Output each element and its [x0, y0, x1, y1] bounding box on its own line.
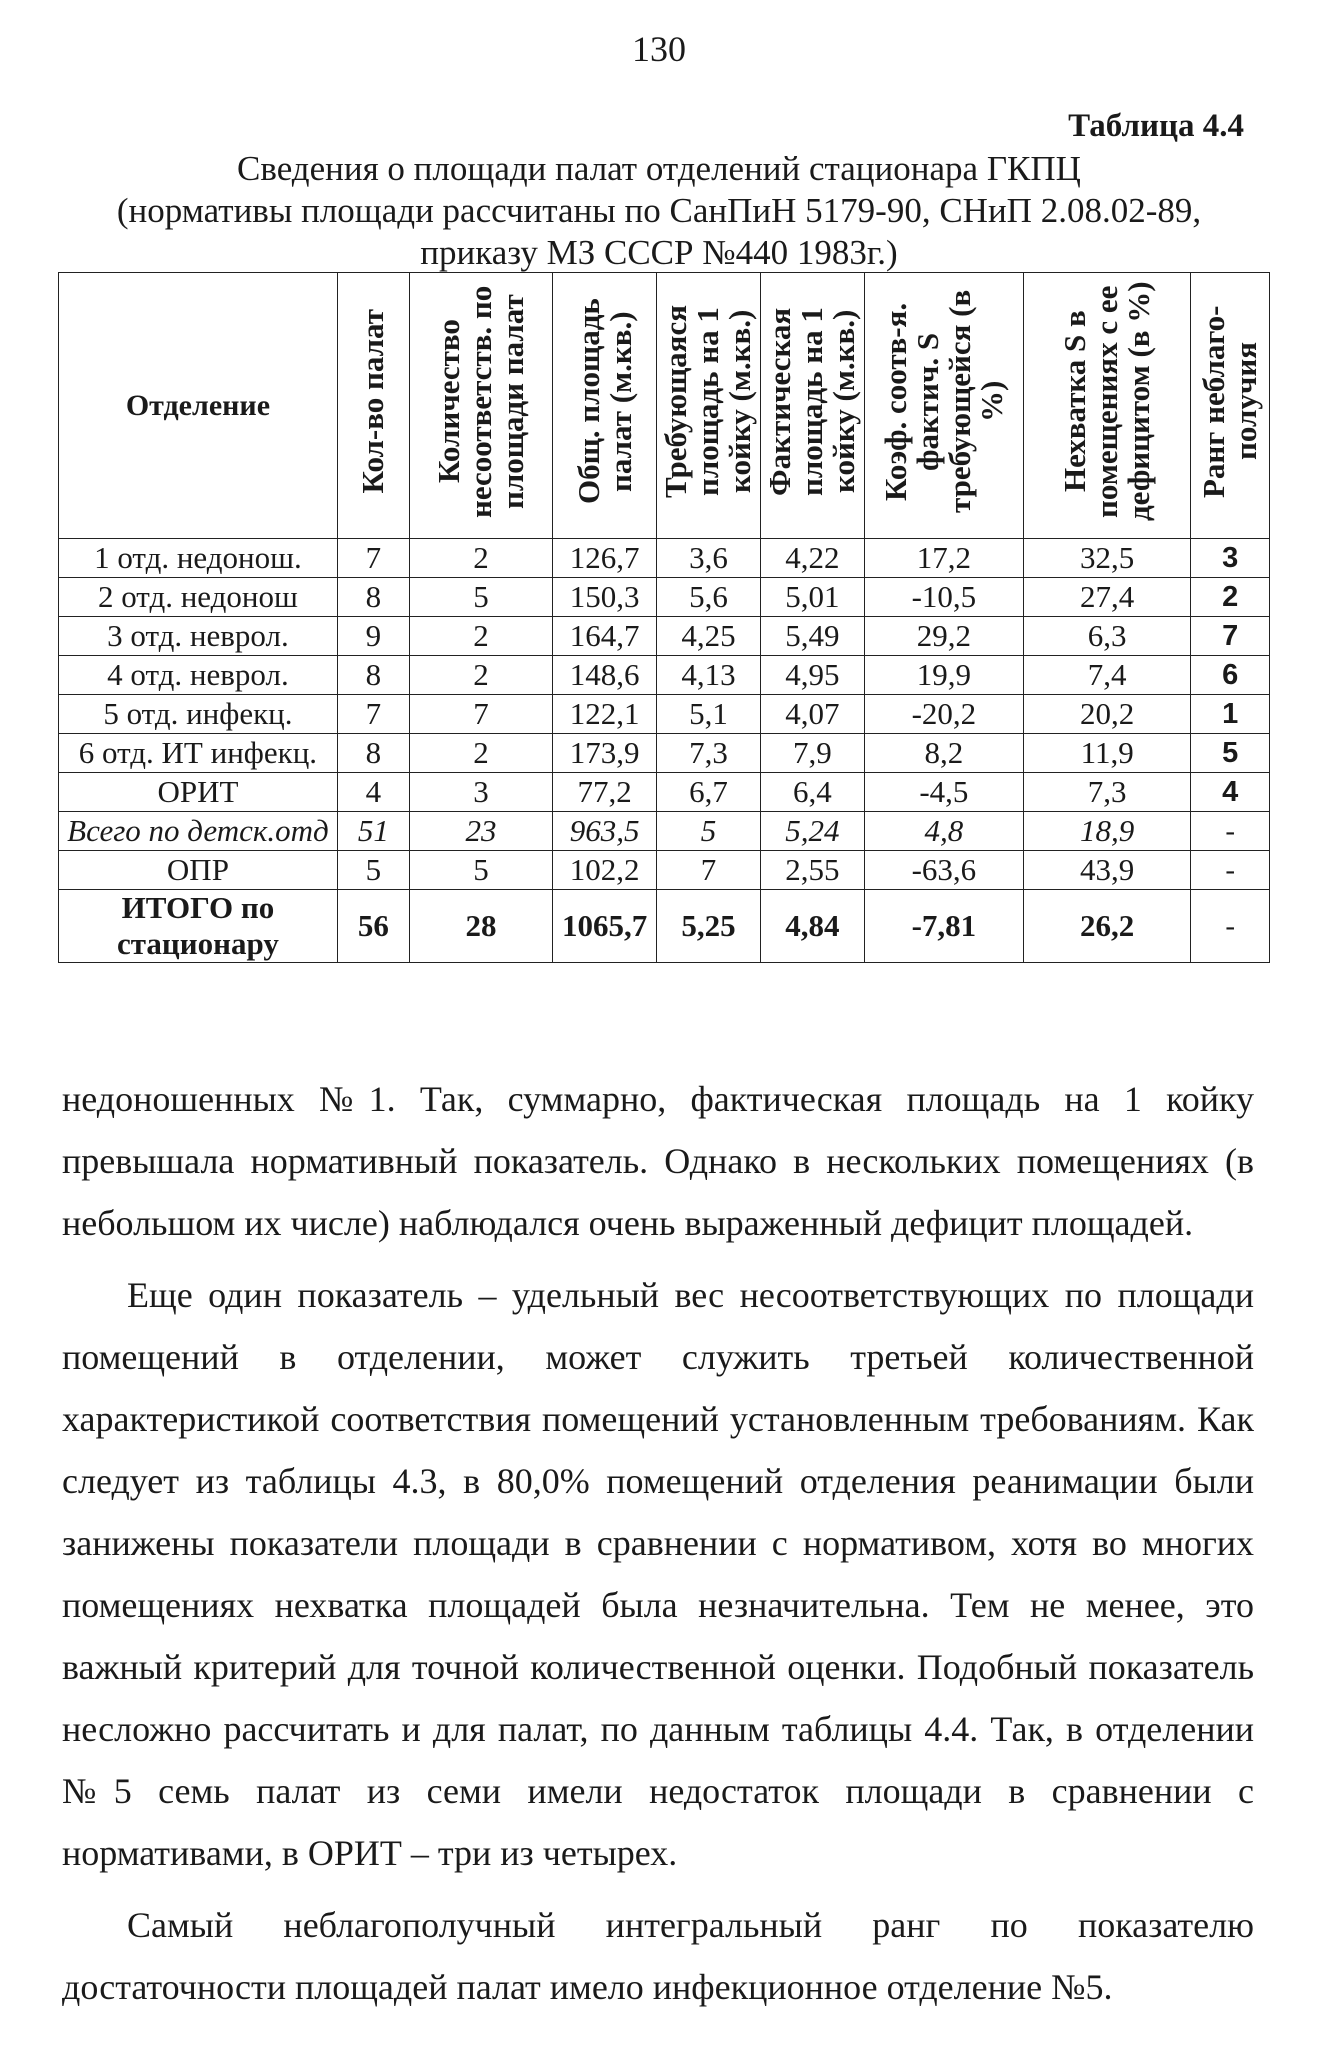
table-header-row [59, 273, 1270, 539]
cell-actual-area: 6,4 [760, 773, 864, 812]
header-rank-label: Ранг неблаго-получия [1196, 305, 1264, 498]
cell-rank: 4 [1191, 773, 1270, 812]
cell-total-area: 963,5 [553, 812, 657, 851]
cell-mismatch-count: 2 [409, 539, 552, 578]
table-row [59, 656, 1270, 695]
cell-department: 1 отд. недонош. [59, 539, 338, 578]
header-ratio [864, 273, 1023, 539]
page-number: 130 [632, 29, 686, 69]
cell-required-area: 5,6 [657, 578, 761, 617]
body-text [62, 1068, 1254, 2028]
cell-ward-count: 9 [337, 617, 409, 656]
cell-department: ОРИТ [59, 773, 338, 812]
cell-rank: 7 [1191, 617, 1270, 656]
cell-shortage: 43,9 [1023, 851, 1191, 890]
cell-ratio: 17,2 [864, 539, 1023, 578]
header-rank [1191, 273, 1270, 539]
cell-total-area: 122,1 [553, 695, 657, 734]
paragraph: недоношенных №1. Так, суммарно, фактическая площадь на 1 койку превышала нормативный показатель. Однако в нескольких помещениях (в небольшом их числе) наблюдался очень выраженный дефицит площадей. [62, 1079, 1254, 1243]
cell-ward-count: 8 [337, 656, 409, 695]
cell-ward-count: 5 [337, 851, 409, 890]
table-row [59, 578, 1270, 617]
cell-shortage: 7,4 [1023, 656, 1191, 695]
cell-actual-area: 4,22 [760, 539, 864, 578]
cell-shortage: 27,4 [1023, 578, 1191, 617]
cell-ratio: -4,5 [864, 773, 1023, 812]
cell-ratio: 4,8 [864, 812, 1023, 851]
header-ward-count-label: Кол-во палат [355, 309, 391, 494]
cell-actual-area: 5,49 [760, 617, 864, 656]
paragraph: Самый неблагополучный интегральный ранг по показателю достаточности площадей палат имело инфекционное отделение №5. [62, 1905, 1254, 2007]
cell-total-area: 102,2 [553, 851, 657, 890]
cell-ratio: 8,2 [864, 734, 1023, 773]
cell-department: 2 отд. недонош [59, 578, 338, 617]
cell-ratio: -20,2 [864, 695, 1023, 734]
cell-required-area: 7 [657, 851, 761, 890]
cell-mismatch-count: 28 [409, 890, 552, 963]
header-required-area [657, 273, 761, 539]
cell-rank: - [1191, 812, 1270, 851]
cell-total-area: 126,7 [553, 539, 657, 578]
cell-shortage: 32,5 [1023, 539, 1191, 578]
cell-mismatch-count: 5 [409, 578, 552, 617]
opr-row [59, 851, 1270, 890]
cell-ratio: -10,5 [864, 578, 1023, 617]
cell-actual-area: 4,95 [760, 656, 864, 695]
paragraph: Еще один показатель – удельный вес несоответствующих по площади помещений в отделении, может служить третьей количественной характеристикой соответствия помещений установленным требованиям. Как следует из таблицы 4.3, в 80,0% помещений отделения реанимации были занижены показатели площади в сравнении с нормативом, хотя во многих помещениях нехватка площадей была незначительна. Тем не менее, это важный критерий для точной количественной оценки. Подобный показатель несложно рассчитать и для палат, по данным таблицы 4.4. Так, в отделении №5 семь палат из семи имели недостаток площади в сравнении с нормативами, в ОРИТ – три из четырех. [62, 1275, 1254, 1873]
cell-ward-count: 8 [337, 734, 409, 773]
cell-actual-area: 4,07 [760, 695, 864, 734]
cell-required-area: 7,3 [657, 734, 761, 773]
cell-ratio: 19,9 [864, 656, 1023, 695]
cell-total-area: 148,6 [553, 656, 657, 695]
subtotal-row [59, 812, 1270, 851]
table-label: Таблица 4.4 [1068, 108, 1244, 144]
header-shortage-label: Нехватка S в помещениях с ее дефицитом (в %) [1057, 281, 1157, 522]
header-ward-count [337, 273, 409, 539]
cell-actual-area: 5,01 [760, 578, 864, 617]
table-row [59, 695, 1270, 734]
cell-department: ИТОГО по стационару [59, 890, 338, 963]
cell-rank: 3 [1191, 539, 1270, 578]
cell-actual-area: 2,55 [760, 851, 864, 890]
cell-required-area: 6,7 [657, 773, 761, 812]
cell-shortage: 11,9 [1023, 734, 1191, 773]
cell-required-area: 4,13 [657, 656, 761, 695]
header-required-area-label: Требующаяся площадь на 1 койку (м.кв.) [658, 305, 758, 498]
cell-total-area: 1065,7 [553, 890, 657, 963]
cell-total-area: 164,7 [553, 617, 657, 656]
header-ratio-label: Коэф. соотв-я. фактич. S требующейся (в %) [877, 289, 1009, 514]
cell-rank: 6 [1191, 656, 1270, 695]
cell-mismatch-count: 23 [409, 812, 552, 851]
cell-total-area: 150,3 [553, 578, 657, 617]
cell-mismatch-count: 2 [409, 656, 552, 695]
caption-line-1: Сведения о площади палат отделений стационара ГКПЦ [237, 149, 1081, 188]
cell-department: ОПР [59, 851, 338, 890]
header-mismatch-count-label: Количество несоответств. по площади палат [431, 285, 531, 518]
cell-actual-area: 5,24 [760, 812, 864, 851]
cell-shortage: 20,2 [1023, 695, 1191, 734]
cell-required-area: 5 [657, 812, 761, 851]
cell-ratio: -7,81 [864, 890, 1023, 963]
cell-mismatch-count: 3 [409, 773, 552, 812]
cell-rank: 5 [1191, 734, 1270, 773]
cell-ward-count: 7 [337, 539, 409, 578]
cell-required-area: 5,1 [657, 695, 761, 734]
cell-mismatch-count: 2 [409, 617, 552, 656]
table-row [59, 734, 1270, 773]
header-shortage [1023, 273, 1191, 539]
cell-required-area: 3,6 [657, 539, 761, 578]
cell-ward-count: 4 [337, 773, 409, 812]
cell-ward-count: 51 [337, 812, 409, 851]
cell-ratio: 29,2 [864, 617, 1023, 656]
cell-mismatch-count: 2 [409, 734, 552, 773]
total-row [59, 890, 1270, 963]
cell-ward-count: 7 [337, 695, 409, 734]
cell-required-area: 4,25 [657, 617, 761, 656]
caption-line-3: приказу МЗ СССР №440 1983г.) [420, 233, 898, 272]
cell-ward-count: 8 [337, 578, 409, 617]
cell-shortage: 7,3 [1023, 773, 1191, 812]
cell-rank: - [1191, 851, 1270, 890]
header-mismatch-count [409, 273, 552, 539]
header-total-area [553, 273, 657, 539]
cell-department: 6 отд. ИТ инфекц. [59, 734, 338, 773]
cell-total-area: 173,9 [553, 734, 657, 773]
cell-shortage: 6,3 [1023, 617, 1191, 656]
cell-department: 3 отд. неврол. [59, 617, 338, 656]
ward-area-table [58, 272, 1270, 963]
cell-ward-count: 56 [337, 890, 409, 963]
cell-rank: - [1191, 890, 1270, 963]
cell-actual-area: 7,9 [760, 734, 864, 773]
cell-rank: 2 [1191, 578, 1270, 617]
cell-mismatch-count: 5 [409, 851, 552, 890]
cell-rank: 1 [1191, 695, 1270, 734]
cell-required-area: 5,25 [657, 890, 761, 963]
cell-shortage: 26,2 [1023, 890, 1191, 963]
cell-department: 4 отд. неврол. [59, 656, 338, 695]
cell-actual-area: 4,84 [760, 890, 864, 963]
header-actual-area [760, 273, 864, 539]
cell-mismatch-count: 7 [409, 695, 552, 734]
header-department: Отделение [59, 273, 338, 539]
cell-total-area: 77,2 [553, 773, 657, 812]
caption-line-2: (нормативы площади рассчитаны по СанПиН 5179-90, СНиП 2.08.02-89, [116, 191, 1202, 230]
cell-department: Всего по детск.отд [59, 812, 338, 851]
table-row [59, 617, 1270, 656]
cell-shortage: 18,9 [1023, 812, 1191, 851]
cell-ratio: -63,6 [864, 851, 1023, 890]
table-caption [40, 148, 1278, 274]
table-row [59, 539, 1270, 578]
header-total-area-label: Общ. площадь палат (м.кв.) [570, 298, 638, 505]
header-actual-area-label: Фактическая площадь на 1 койку (м.кв.) [762, 307, 862, 496]
table-row [59, 773, 1270, 812]
cell-department: 5 отд. инфекц. [59, 695, 338, 734]
